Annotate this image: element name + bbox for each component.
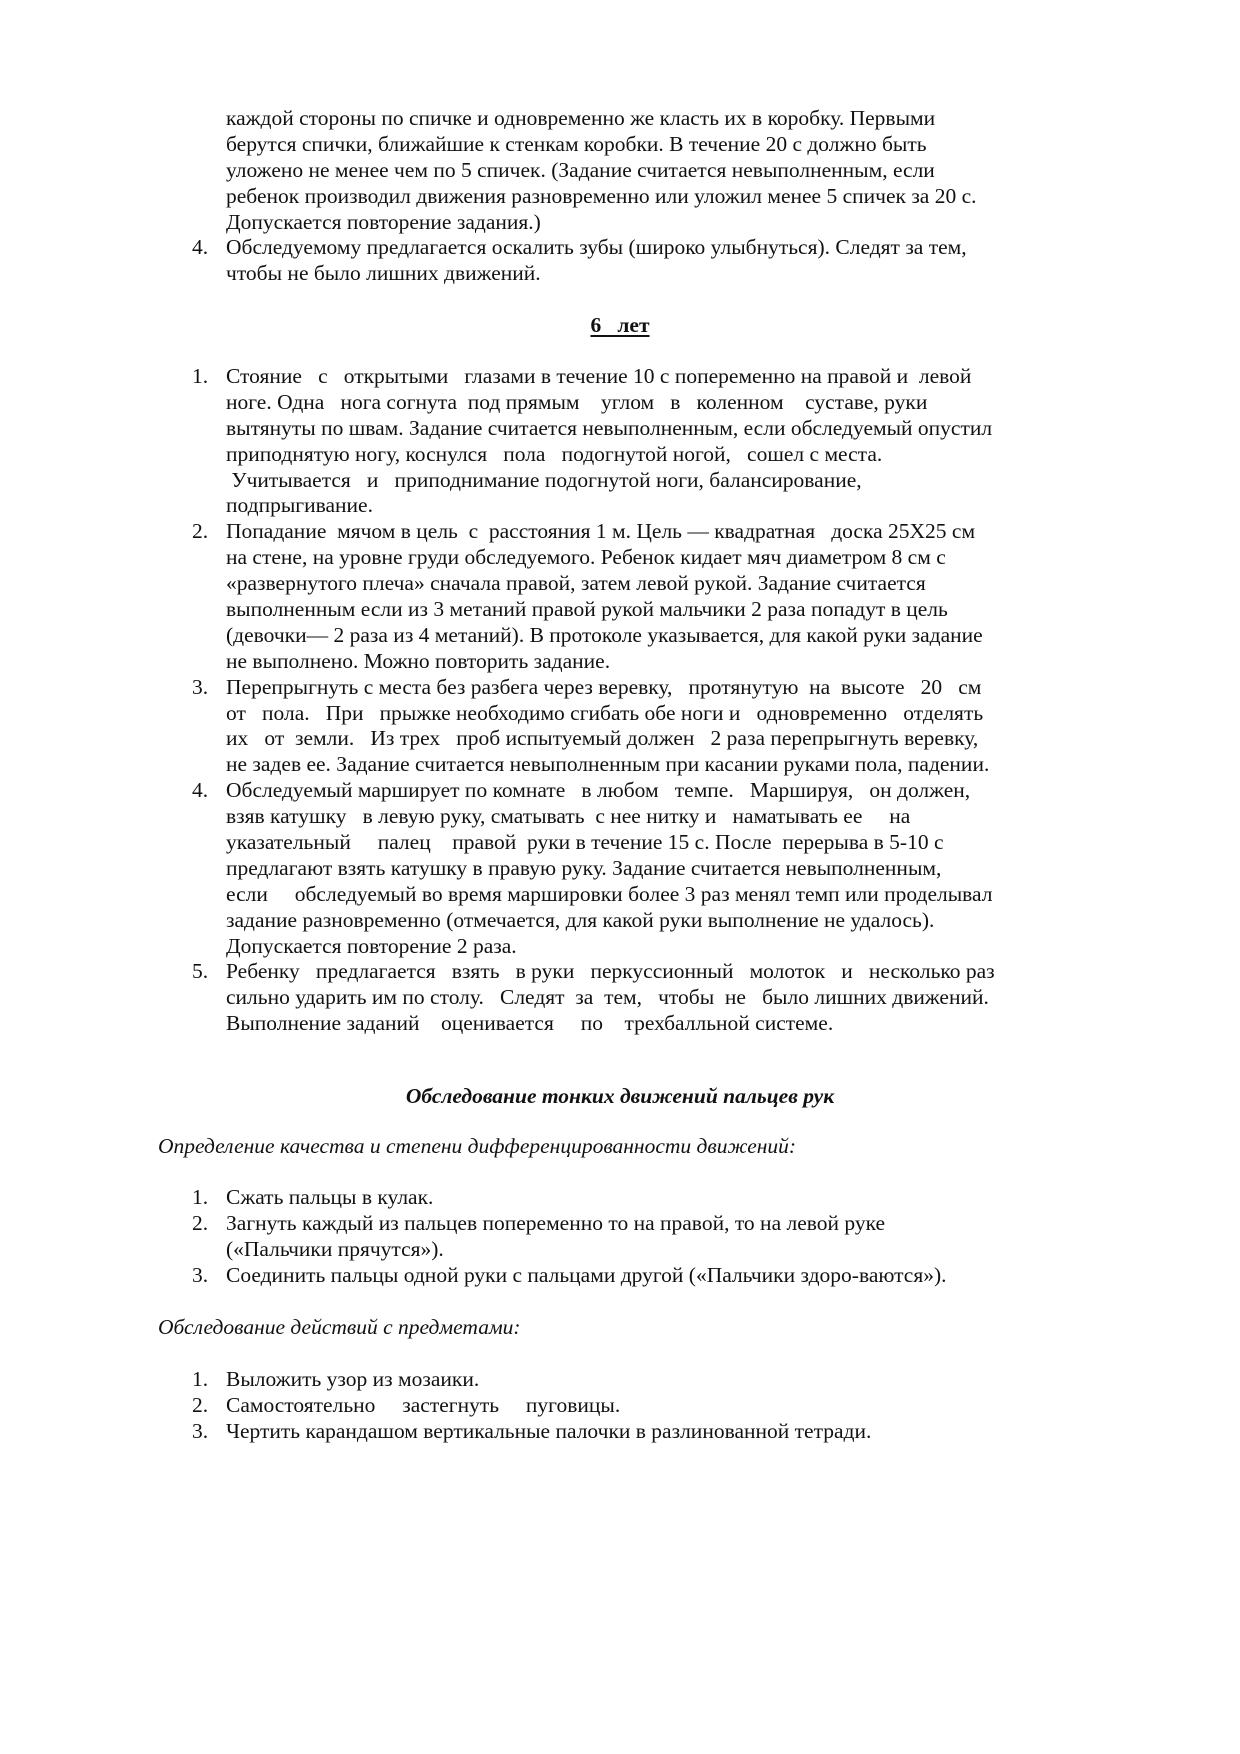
- text-line: Выложить узор из мозаики.: [226, 1367, 480, 1391]
- list-item: [192, 1262, 1046, 1289]
- objects-list: [192, 1367, 1046, 1445]
- text-line: не задев ее. Задание считается невыполненным при касании руками пола, падении.: [226, 752, 990, 777]
- list-item: [192, 1392, 1046, 1419]
- text-line: ребенок производил движения разновременно или уложил менее 5 спичек за 20 с.: [226, 183, 977, 208]
- text-line: задание разновременно (отмечается, для какой руки выполнение не удалось).: [226, 907, 935, 932]
- text-line: ноге. Одна нога согнута под прямым углом в коленном суставе, руки: [226, 389, 928, 414]
- list-number: 3.: [192, 1418, 209, 1443]
- list-item: [192, 959, 1046, 1037]
- text-line: сильно ударить им по столу. Следят за тем, чтобы не было лишних движений.: [226, 985, 989, 1010]
- text-line: на стене, на уровне груди обследуемого. Ребенок кидает мяч диаметром 8 см с: [226, 545, 946, 570]
- text-line: взяв катушку в левую руку, сматывать с нее нитку и наматывать ее на: [226, 804, 911, 829]
- list-number: 4.: [192, 778, 209, 803]
- text-line: «развернутого плеча» сначала правой, затем левой рукой. Задание считается: [226, 571, 926, 596]
- text-line: вытянуты по швам. Задание считается невыполненным, если обследуемый опустил: [226, 415, 993, 440]
- text-line: Учитывается и приподнимание подогнутой ноги, балансирование,: [226, 467, 862, 492]
- text-line: предлагают взять катушку в правую руку. Задание считается невыполненным,: [226, 855, 942, 880]
- text-line: их от земли. Из трех проб испытуемый должен 2 раза перепрыгнуть веревку,: [226, 726, 979, 751]
- text-line: берутся спички, ближайшие к стенкам коробки. В течение 20 с должно быть: [226, 131, 927, 156]
- text-line: Обследуемому предлагается оскалить зубы (широко улыбнуться). Следят за тем,: [226, 235, 967, 260]
- text-line: Допускается повторение задания.): [226, 209, 541, 234]
- list-item: [192, 1210, 1046, 1263]
- fine-motor-title-text: Обследование тонких движений пальцев рук: [405, 1084, 835, 1108]
- text-line: Перепрыгнуть с места без разбега через веревку, протянутую на высоте 20 см: [226, 674, 982, 699]
- section-title-text: 6 лет: [590, 313, 650, 337]
- continuation-list: [192, 235, 1046, 287]
- text-line: если обследуемый во время маршировки более 3 раз менял темп или проделывал: [226, 881, 993, 906]
- text-line: (девочки— 2 раза из 4 метаний). В протоколе указывается, для какой руки задание: [226, 622, 983, 647]
- text-line: Сжать пальцы в кулак.: [226, 1185, 434, 1209]
- text-line: выполненным если из 3 метаний правой рукой мальчики 2 раза попадут в цель: [226, 597, 948, 622]
- continuation-paragraph: [226, 106, 1046, 235]
- text-line: чтобы не было лишних движений.: [226, 261, 541, 286]
- list-item: [192, 778, 1046, 959]
- text-line: Соединить пальцы одной руки с пальцами другой («Пальчики здоро-ваются»).: [226, 1262, 947, 1287]
- list-number: 2.: [192, 1210, 209, 1235]
- list-number: 1.: [192, 1185, 209, 1209]
- list-number: 2.: [192, 1392, 209, 1417]
- list-item: [192, 1418, 1046, 1445]
- section-title-6-years: [0, 313, 1240, 338]
- list-number: 1.: [192, 364, 209, 388]
- text-line: подпрыгивание.: [226, 493, 373, 518]
- text-line: Стояние с открытыми глазами в течение 10 с попеременно на правой и левой: [226, 364, 972, 388]
- text-line: не выполнено. Можно повторить задание.: [226, 648, 611, 673]
- subsection-title-objects: Обследование действий с предметами:: [158, 1315, 521, 1339]
- subsection-title-differentiation: Определение качества и степени дифференцированности движений:: [158, 1134, 797, 1158]
- text-line: Выполнение заданий оценивается по трехбалльной системе.: [226, 1011, 834, 1036]
- list-item: [192, 674, 1046, 779]
- fine-motor-title: [0, 1084, 1240, 1109]
- list-item: [192, 364, 1046, 519]
- text-line: приподнятую ногу, коснулся пола подогнутой ногой, сошел с места.: [226, 441, 883, 466]
- continuation-block: [192, 106, 1046, 287]
- differentiation-list: [192, 1185, 1046, 1289]
- section-6-list: [192, 364, 1046, 1037]
- list-item: [192, 1185, 1046, 1211]
- text-line: уложено не менее чем по 5 спичек. (Задание считается невыполненным, если: [226, 157, 935, 182]
- list-item: [192, 519, 1046, 674]
- text-line: указательный палец правой руки в течение 15 с. После перерыва в 5-10 с: [226, 830, 944, 855]
- text-line: («Пальчики прячутся»).: [226, 1236, 444, 1261]
- list-number: 4.: [192, 235, 209, 260]
- list-number: 3.: [192, 1262, 209, 1287]
- list-item: [192, 1367, 1046, 1393]
- text-line: каждой стороны по спичке и одновременно же класть их в коробку. Первыми: [226, 106, 936, 130]
- list-number: 2.: [192, 519, 209, 544]
- text-line: от пола. При прыжке необходимо сгибать обе ноги и одновременно отделять: [226, 700, 984, 725]
- text-line: Попадание мячом в цель с расстояния 1 м. Цель — квадратная доска 25X25 см: [226, 519, 976, 544]
- text-line: Самостоятельно застегнуть пуговицы.: [226, 1392, 621, 1417]
- list-number: 1.: [192, 1367, 209, 1391]
- list-item: [192, 235, 1046, 287]
- list-number: 3.: [192, 674, 209, 699]
- text-line: Загнуть каждый из пальцев попеременно то на правой, то на левой руке: [226, 1210, 886, 1235]
- list-number: 5.: [192, 959, 209, 984]
- text-line: Ребенку предлагается взять в руки перкуссионный молоток и несколько раз: [226, 959, 995, 984]
- text-line: Допускается повторение 2 раза.: [226, 933, 517, 958]
- text-line: Чертить карандашом вертикальные палочки в разлинованной тетради.: [226, 1418, 872, 1443]
- text-line: Обследуемый марширует по комнате в любом темпе. Маршируя, он должен,: [226, 778, 971, 803]
